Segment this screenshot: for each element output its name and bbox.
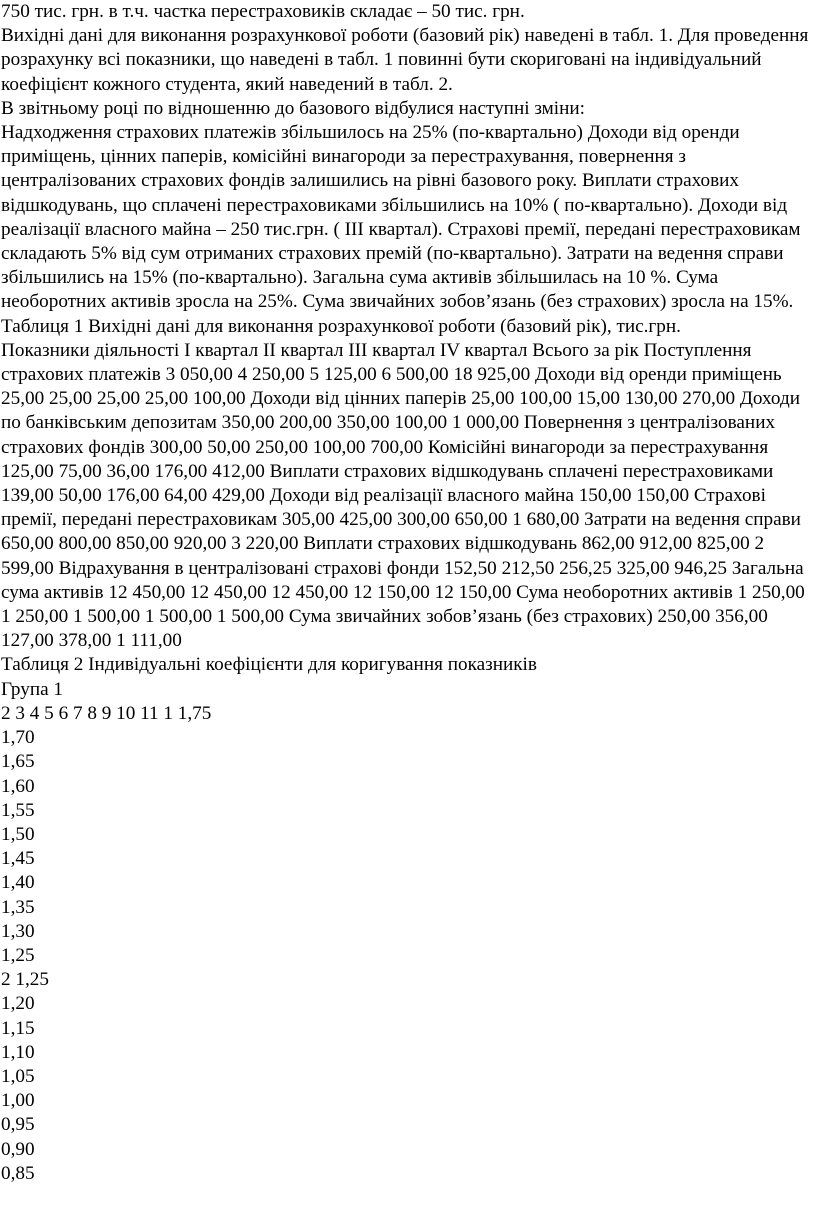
table2-line: 0,85 bbox=[1, 1162, 35, 1184]
table2-line: 1,55 bbox=[1, 799, 35, 821]
table2-line: 1,00 bbox=[1, 1090, 35, 1112]
table2-line: 2 1,25 bbox=[1, 969, 49, 991]
table1-title: Таблиця 1 Вихідні дані для виконання розрахункової роботи (базовий рік), тис.грн. bbox=[1, 315, 681, 337]
table2-line: 1,20 bbox=[1, 993, 35, 1015]
table2-line: 1,25 bbox=[1, 944, 35, 966]
intro-paragraph: В звітньому році по відношенню до базового відбулися наступні зміни: bbox=[1, 97, 585, 119]
table2-line: 1,45 bbox=[1, 848, 35, 870]
table2-line: Група 1 bbox=[1, 678, 63, 700]
table2-line: 1,30 bbox=[1, 920, 35, 942]
table2-line: 1,70 bbox=[1, 727, 35, 749]
table2-line: 0,95 bbox=[1, 1114, 35, 1136]
intro-paragraph: Вихідні дані для виконання розрахункової роботи (базовий рік) наведені в табл. 1. Для проведення розрахунку всі показники, що наведені в табл. 1 повинні бути скориговані на індивідуальний коефіцієнт кожного студента, який наведений в табл. 2. bbox=[1, 25, 814, 95]
intro-paragraph: Надходження страхових платежів збільшилось на 25% (по-квартально) Доходи від оренди приміщень, цінних паперів, комісійні винагороди за перестрахування, повернення з централізованих страхових фондів залишились на рівні базового року. Виплати страхових відшкодувань, що сплачені перестраховиками збільшились на 10% ( по-квартально). Доходи від реалізації власного майна – 250 тис.грн. ( III квартал). Страхові премії, передані перестраховикам складають 5% від сум отриманих страхових премій (по-квартально). Затрати на ведення справи збільшились на 15% (по-квартально). Загальна сума активів збільшилась на 10 %. Сума необоротних активів зросла на 25%. Сума звичайних зобов’язань (без страхових) зросла на 15%. bbox=[1, 122, 806, 313]
table2-list bbox=[1, 678, 811, 1186]
table2-line: 2 3 4 5 6 7 8 9 10 11 1 1,75 bbox=[1, 702, 212, 724]
table2-line: 0,90 bbox=[1, 1138, 35, 1160]
table2-title: Таблиця 2 Індивідуальні коефіцієнти для коригування показників bbox=[1, 654, 537, 676]
table2-line: 1,65 bbox=[1, 751, 35, 773]
table2-line: 1,60 bbox=[1, 775, 35, 797]
table1-text: Показники діяльності I квартал II квартал III квартал IV квартал Всього за рік Поступлення страхових платежів 3 050,00 4 250,00 5 125,00 6 500,00 18 925,00 Доходи від оренди приміщень 25,00 25,00 25,00 25,00 100,00 Доходи від цінних паперів 25,00 100,00 15,00 130,00 270,00 Доходи по банківським депозитам 350,00 200,00 350,00 100,00 1 000,00 Повернення з централізованих страхових фондів 300,00 50,00 250,00 100,00 700,00 Комісійні винагороди за перестрахування 125,00 75,00 36,00 176,00 412,00 Виплати страхових відшкодувань сплачені перестраховиками 139,00 50,00 176,00 64,00 429,00 Доходи від реалізації власного майна 150,00 150,00 Страхові премії, передані перестраховикам 305,00 425,00 300,00 650,00 1 680,00 Затрати на ведення справи 650,00 800,00 850,00 920,00 3 220,00 Виплати страхових відшкодувань 862,00 912,00 825,00 2 599,00 Відрахування в централізовані страхові фонди 152,50 212,50 256,25 325,00 946,25 Загальна сума активів 12 450,00 12 450,00 12 450,00 12 150,00 12 150,00 Сума необоротних активів 1 250,00 1 250,00 1 500,00 1 500,00 1 500,00 Сума звичайних зобов’язань (без страхових) 250,00 356,00 127,00 378,00 1 111,00 bbox=[1, 339, 810, 652]
intro-paragraph: 750 тис. грн. в т.ч. частка перестраховиків складає – 50 тис. грн. bbox=[1, 1, 525, 22]
table2-line: 1,15 bbox=[1, 1017, 35, 1039]
table2-line: 1,35 bbox=[1, 896, 35, 918]
table2-line: 1,50 bbox=[1, 823, 35, 845]
table2-line: 1,05 bbox=[1, 1065, 35, 1087]
table2-line: 1,10 bbox=[1, 1041, 35, 1063]
table2-line: 1,40 bbox=[1, 872, 35, 894]
